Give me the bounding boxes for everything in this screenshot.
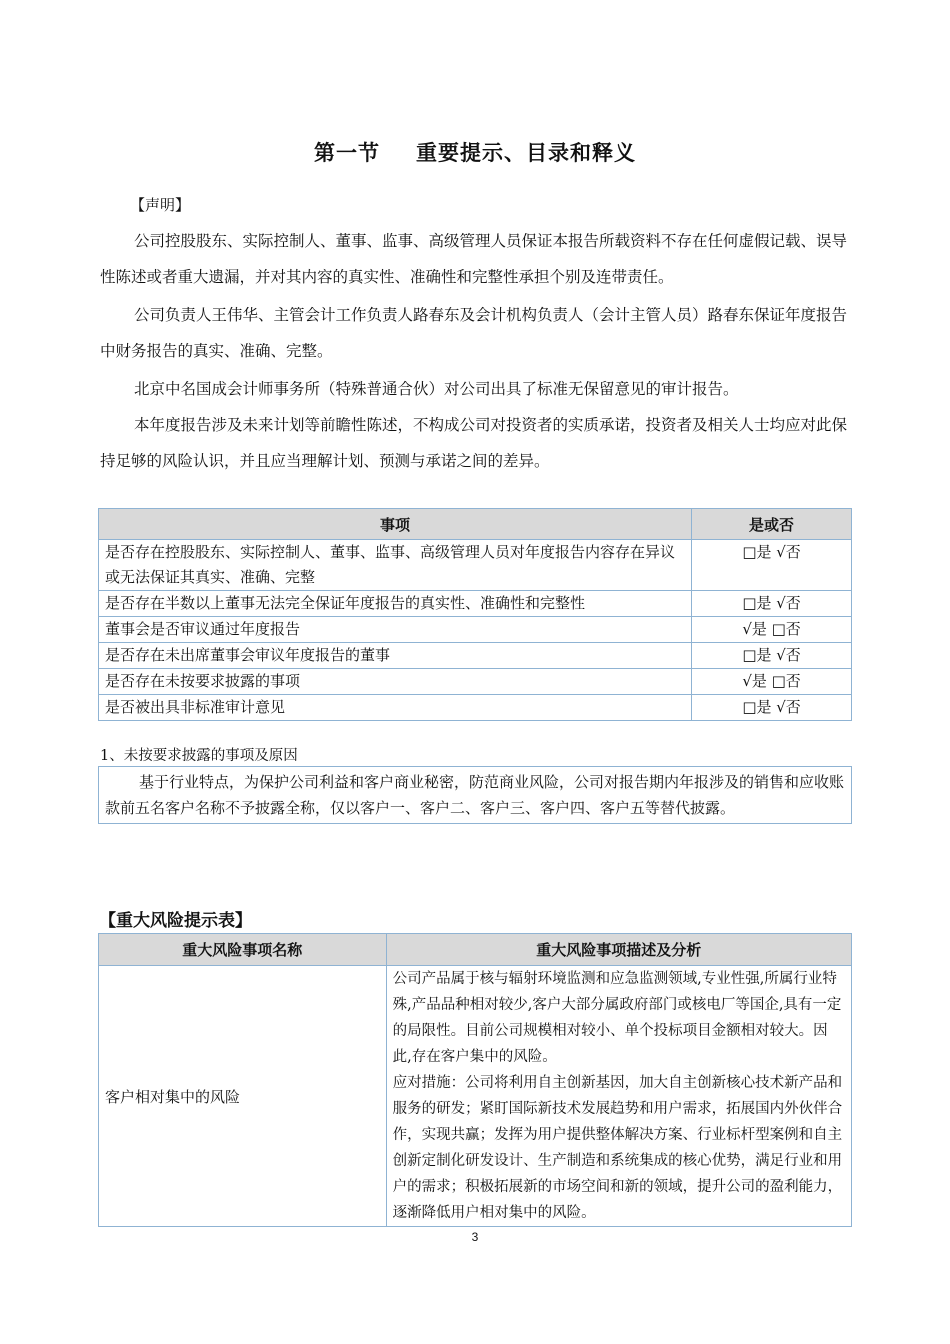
matter-item: 是否存在未出席董事会审议年度报告的董事 [99,643,692,669]
declaration-label: 【声明】 [130,196,191,214]
risk-table [98,933,852,1227]
undisclosed-reason-box: 基于行业特点，为保护公司利益和客户商业秘密，防范商业风险，公司对报告期内年报涉及的销售和应收账款前五名客户名称不予披露全称，仅以客户一、客户二、客户三、客户四、客户五等替代披露。 [98,766,852,824]
table-row [99,591,852,617]
matter-answer: □是 √否 [692,695,852,721]
table-row [99,643,852,669]
matter-answer: □是 √否 [692,591,852,617]
matter-answer: √是 □否 [692,669,852,695]
header-yes-no: 是或否 [692,509,852,540]
section-title [0,137,950,167]
undisclosed-title: 1、未按要求披露的事项及原因 [100,748,298,764]
header-item: 事项 [99,509,692,540]
section-heading: 重要提示、目录和释义 [416,141,636,165]
table-row [99,540,852,591]
matter-answer: √是 □否 [692,617,852,643]
risk-table-title: 【重大风险提示表】 [99,911,252,931]
risk-table-header [99,934,852,966]
header-risk-description: 重大风险事项描述及分析 [386,934,851,966]
risk-name: 客户相对集中的风险 [99,966,387,1227]
section-number: 第一节 [314,141,380,165]
matters-table-header [99,509,852,540]
matters-table [98,508,852,721]
matter-item: 董事会是否审议通过年度报告 [99,617,692,643]
paragraph-responsible-persons: 公司负责人王伟华、主管会计工作负责人路春东及会计机构负责人（会计主管人员）路春东保证年度报告中财务报告的真实、准确、完整。 [100,306,848,360]
risk-measures: 应对措施：公司将利用自主创新基因，加大自主创新核心技术新产品和服务的研发；紧盯国际新技术发展趋势和用户需求，拓展国内外伙伴合作，实现共赢；发挥为用户提供整体解决方案、行业标杆型案例和自主创新定制化研发设计、生产制造和系统集成的核心优势，满足行业和用户的需求；积极拓展新的市场空间和新的领域，提升公司的盈利能力，逐渐降低用户相对集中的风险。 [392,1075,843,1221]
table-row [99,695,852,721]
matter-item: 是否存在半数以上董事无法完全保证年度报告的真实性、准确性和完整性 [99,591,692,617]
paragraph-guarantee: 公司控股股东、实际控制人、董事、监事、高级管理人员保证本报告所载资料不存在任何虚假记载、误导性陈述或者重大遗漏，并对其内容的真实性、准确性和完整性承担个别及连带责任。 [100,232,848,286]
page-number: 3 [471,1230,479,1244]
matter-answer: □是 √否 [692,643,852,669]
table-row [99,669,852,695]
matter-item: 是否存在未按要求披露的事项 [99,669,692,695]
matter-item: 是否被出具非标准审计意见 [99,695,692,721]
paragraph-forward-looking: 本年度报告涉及未来计划等前瞻性陈述，不构成公司对投资者的实质承诺，投资者及相关人士均应对此保持足够的风险认识，并且应当理解计划、预测与承诺之间的差异。 [100,416,848,470]
table-row [99,617,852,643]
paragraph-auditor: 北京中名国成会计师事务所（特殊普通合伙）对公司出具了标准无保留意见的审计报告。 [134,380,739,398]
header-risk-name: 重大风险事项名称 [99,934,387,966]
matter-item: 是否存在控股股东、实际控制人、董事、监事、高级管理人员对年度报告内容存在异议或无法保证其真实、准确、完整 [99,540,692,591]
table-row [99,966,852,1227]
risk-description: 公司产品属于核与辐射环境监测和应急监测领域,专业性强,所属行业特殊,产品品种相对较少,客户大部分属政府部门或核电厂等国企,具有一定的局限性。目前公司规模相对较小、单个投标项目金额相对较大。因此,存在客户集中的风险。 [392,971,842,1065]
risk-description-cell [386,966,851,1227]
matter-answer: □是 √否 [692,540,852,591]
